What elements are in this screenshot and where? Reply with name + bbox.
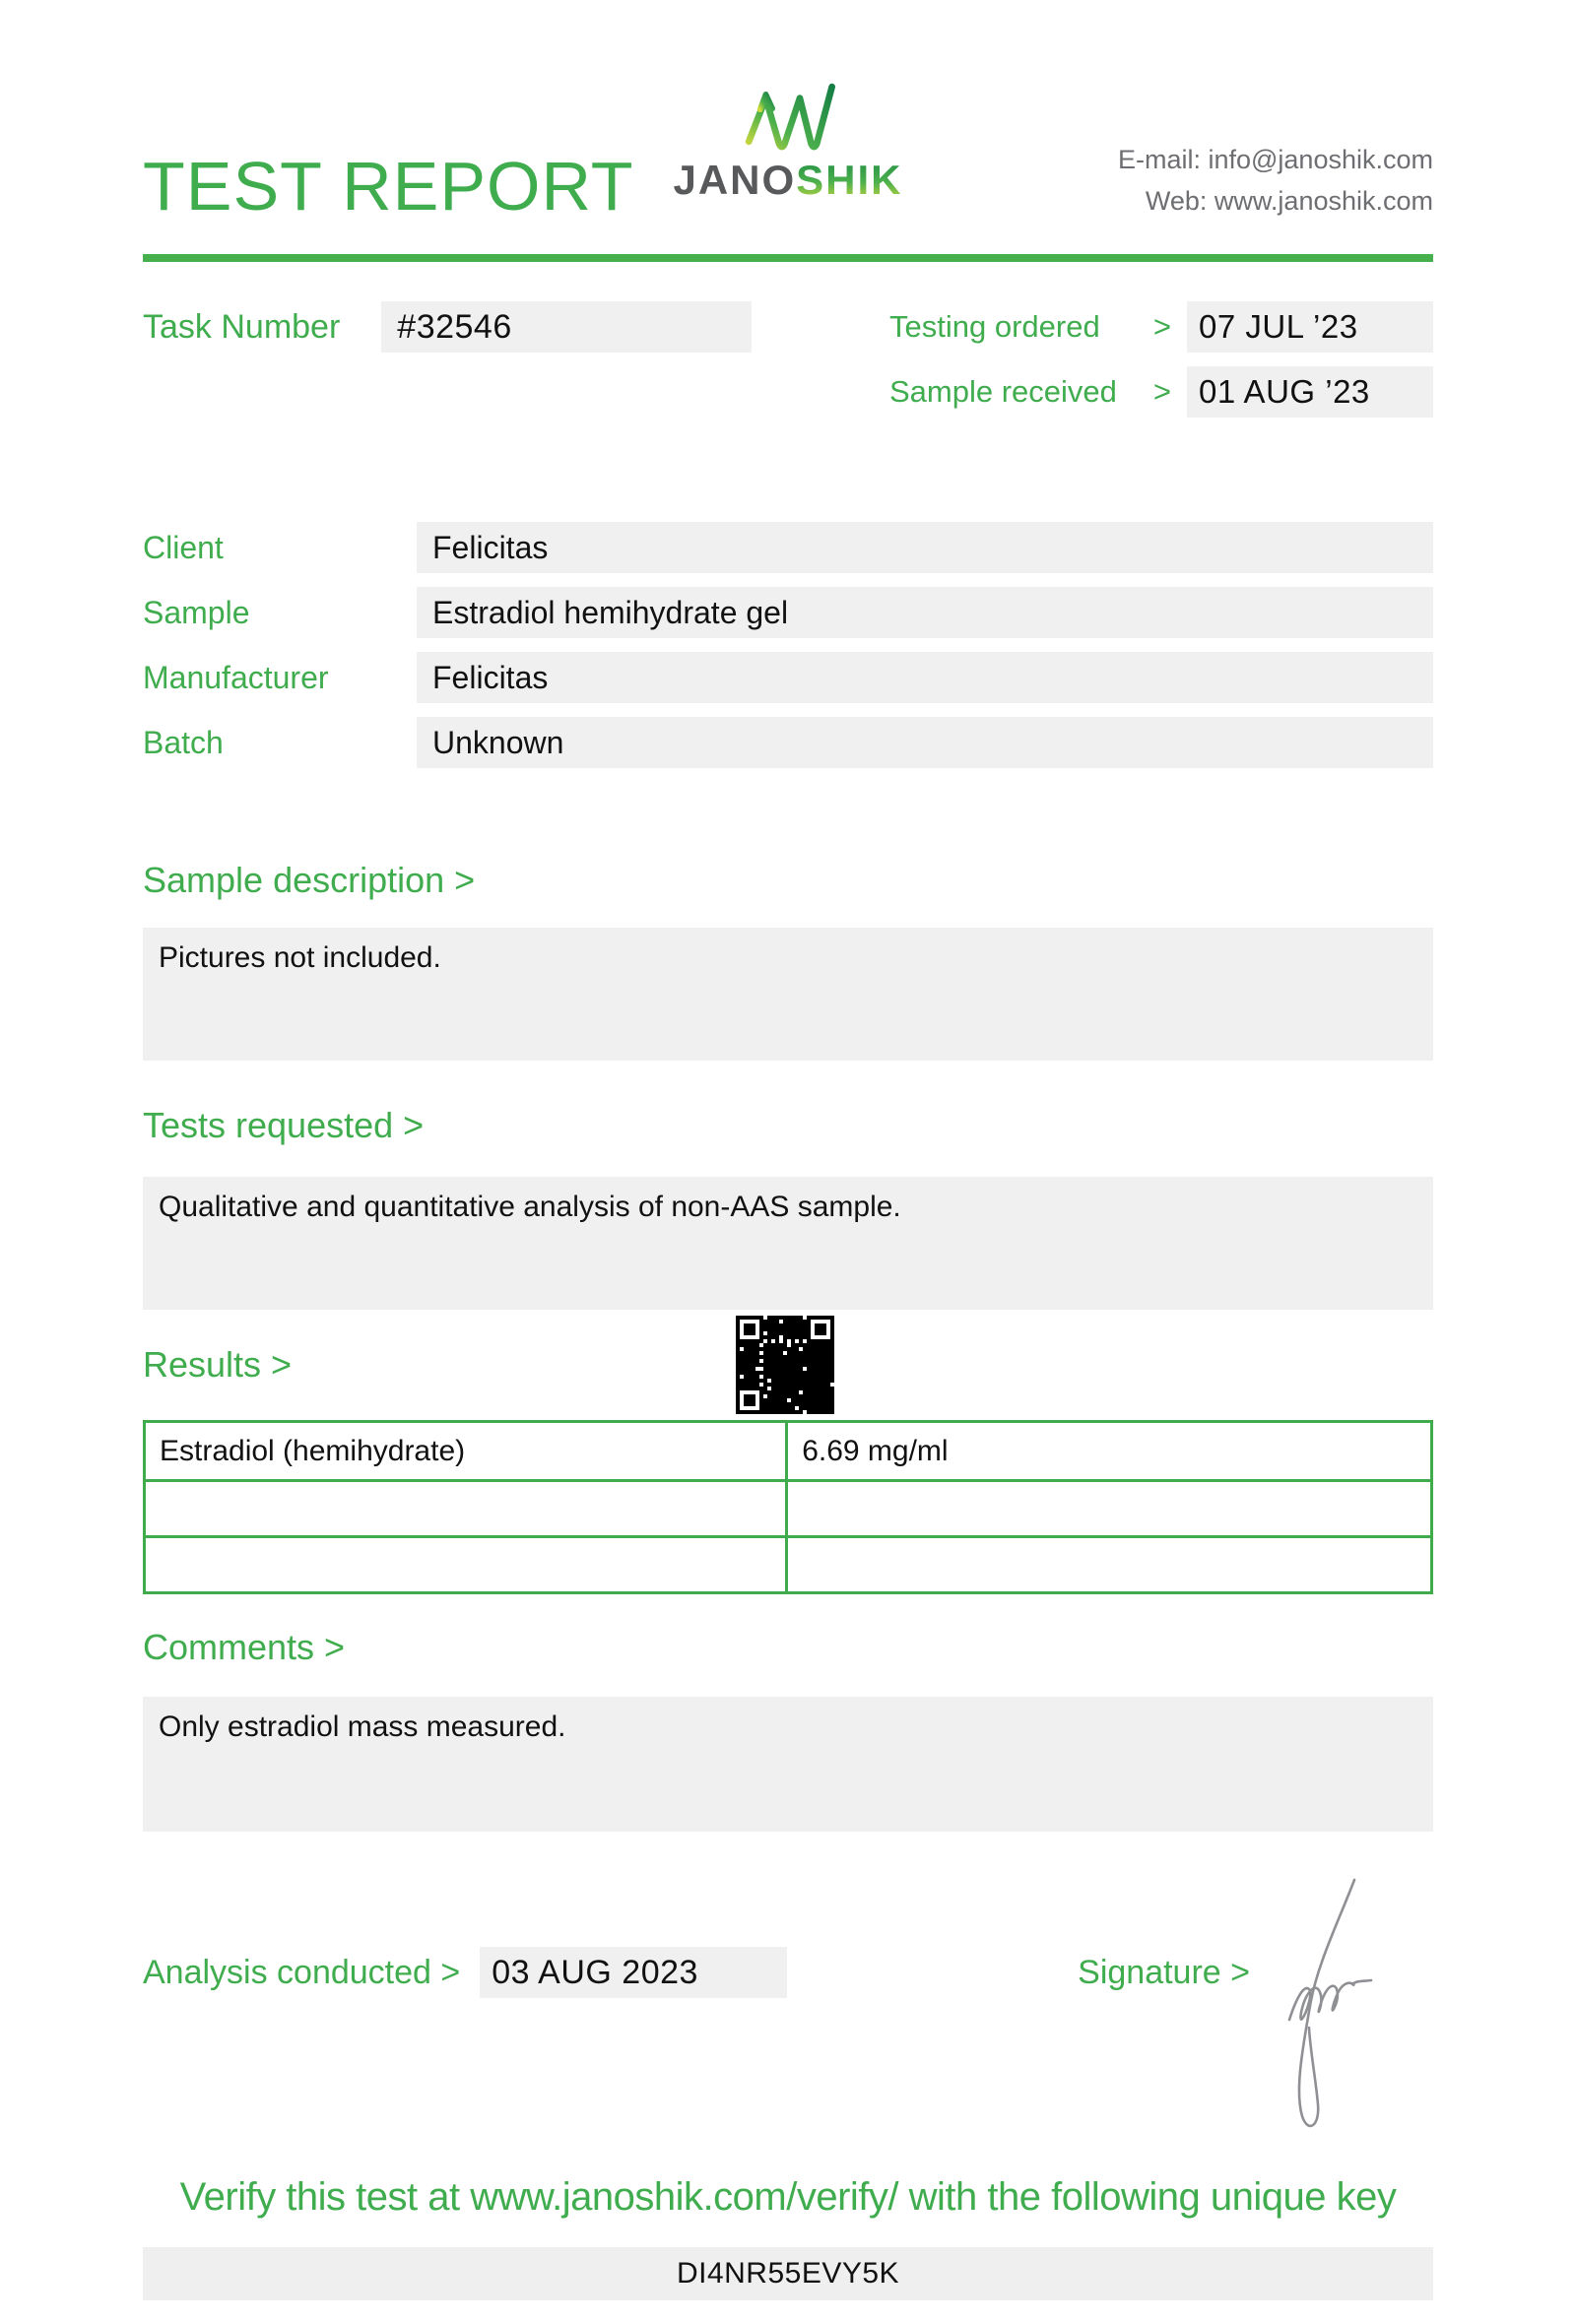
sample-received-value: 01 AUG ’23 bbox=[1187, 366, 1433, 418]
table-row bbox=[145, 1481, 1432, 1537]
info-row-sample bbox=[143, 587, 1433, 638]
client-label: Client bbox=[143, 529, 224, 565]
testing-ordered-row bbox=[889, 301, 1433, 353]
footer-row bbox=[143, 1947, 1433, 1998]
unique-key-value: DI4NR55EVY5K bbox=[143, 2247, 1433, 2300]
qr-code-image bbox=[736, 1316, 834, 1414]
manufacturer-value: Felicitas bbox=[417, 652, 1433, 703]
verify-instructions: Verify this test at www.janoshik.com/verify/ with the following unique key bbox=[179, 2175, 1397, 2219]
logo-word-green: SHIK bbox=[796, 157, 903, 203]
trend-chart-icon bbox=[673, 75, 902, 154]
table-row bbox=[145, 1422, 1432, 1481]
task-number-value: #32546 bbox=[381, 301, 752, 353]
info-row-client bbox=[143, 522, 1433, 573]
signature-label: Signature > bbox=[1078, 1953, 1250, 1991]
comments-section bbox=[143, 1627, 1433, 1832]
sample-received-row bbox=[889, 366, 1433, 418]
report-header bbox=[143, 57, 1433, 254]
web-line: Web: www.janoshik.com bbox=[1145, 186, 1433, 217]
meta-row bbox=[143, 301, 1433, 431]
task-number-label: Task Number bbox=[143, 307, 341, 346]
tests-requested-box: Qualitative and quantitative analysis of non-AAS sample. bbox=[143, 1177, 1433, 1310]
batch-value: Unknown bbox=[417, 717, 1433, 768]
email-line: E-mail: info@janoshik.com bbox=[1117, 145, 1433, 175]
comments-box: Only estradiol mass measured. bbox=[143, 1697, 1433, 1832]
logo-word-gray: JANO bbox=[673, 157, 797, 203]
contact-info bbox=[1118, 140, 1433, 223]
logo-wordmark bbox=[673, 157, 903, 203]
sample-info-block bbox=[143, 522, 1433, 768]
tests-requested-heading: Tests requested > bbox=[143, 1105, 425, 1145]
results-heading: Results > bbox=[143, 1344, 293, 1385]
manufacturer-label: Manufacturer bbox=[143, 659, 329, 695]
dates-group bbox=[889, 301, 1433, 431]
info-row-batch bbox=[143, 717, 1433, 768]
sample-value: Estradiol hemihydrate gel bbox=[417, 587, 1433, 638]
arrow-glyph: > bbox=[1152, 374, 1171, 409]
result-analyte-cell: Estradiol (hemihydrate) bbox=[145, 1422, 787, 1481]
result-analyte-cell bbox=[145, 1537, 787, 1593]
janoshik-logo bbox=[673, 75, 902, 201]
client-value: Felicitas bbox=[417, 522, 1433, 573]
sample-description-heading: Sample description > bbox=[143, 860, 476, 900]
sample-description-section bbox=[143, 860, 1433, 1061]
sample-received-label: Sample received bbox=[889, 374, 1117, 409]
result-analyte-cell bbox=[145, 1481, 787, 1537]
sample-description-box: Pictures not included. bbox=[143, 928, 1433, 1061]
results-band bbox=[143, 1310, 1433, 1420]
result-value-cell bbox=[787, 1537, 1432, 1593]
comments-heading: Comments > bbox=[143, 1627, 346, 1667]
page-title: TEST REPORT bbox=[143, 148, 634, 225]
signature-image bbox=[1274, 1870, 1382, 2142]
sample-label: Sample bbox=[143, 594, 250, 630]
testing-ordered-value: 07 JUL ’23 bbox=[1187, 301, 1433, 353]
analysis-conducted-label: Analysis conducted > bbox=[143, 1953, 461, 1991]
arrow-glyph: > bbox=[1152, 309, 1171, 344]
result-value-cell bbox=[787, 1481, 1432, 1537]
tests-requested-section bbox=[143, 1105, 1433, 1310]
results-table bbox=[143, 1420, 1433, 1594]
result-value-cell: 6.69 mg/ml bbox=[787, 1422, 1432, 1481]
batch-label: Batch bbox=[143, 724, 224, 760]
green-divider bbox=[143, 254, 1433, 262]
analysis-conducted-value: 03 AUG 2023 bbox=[480, 1947, 787, 1998]
task-number-group bbox=[143, 301, 752, 353]
info-row-manufacturer bbox=[143, 652, 1433, 703]
table-row bbox=[145, 1537, 1432, 1593]
testing-ordered-label: Testing ordered bbox=[889, 309, 1100, 344]
